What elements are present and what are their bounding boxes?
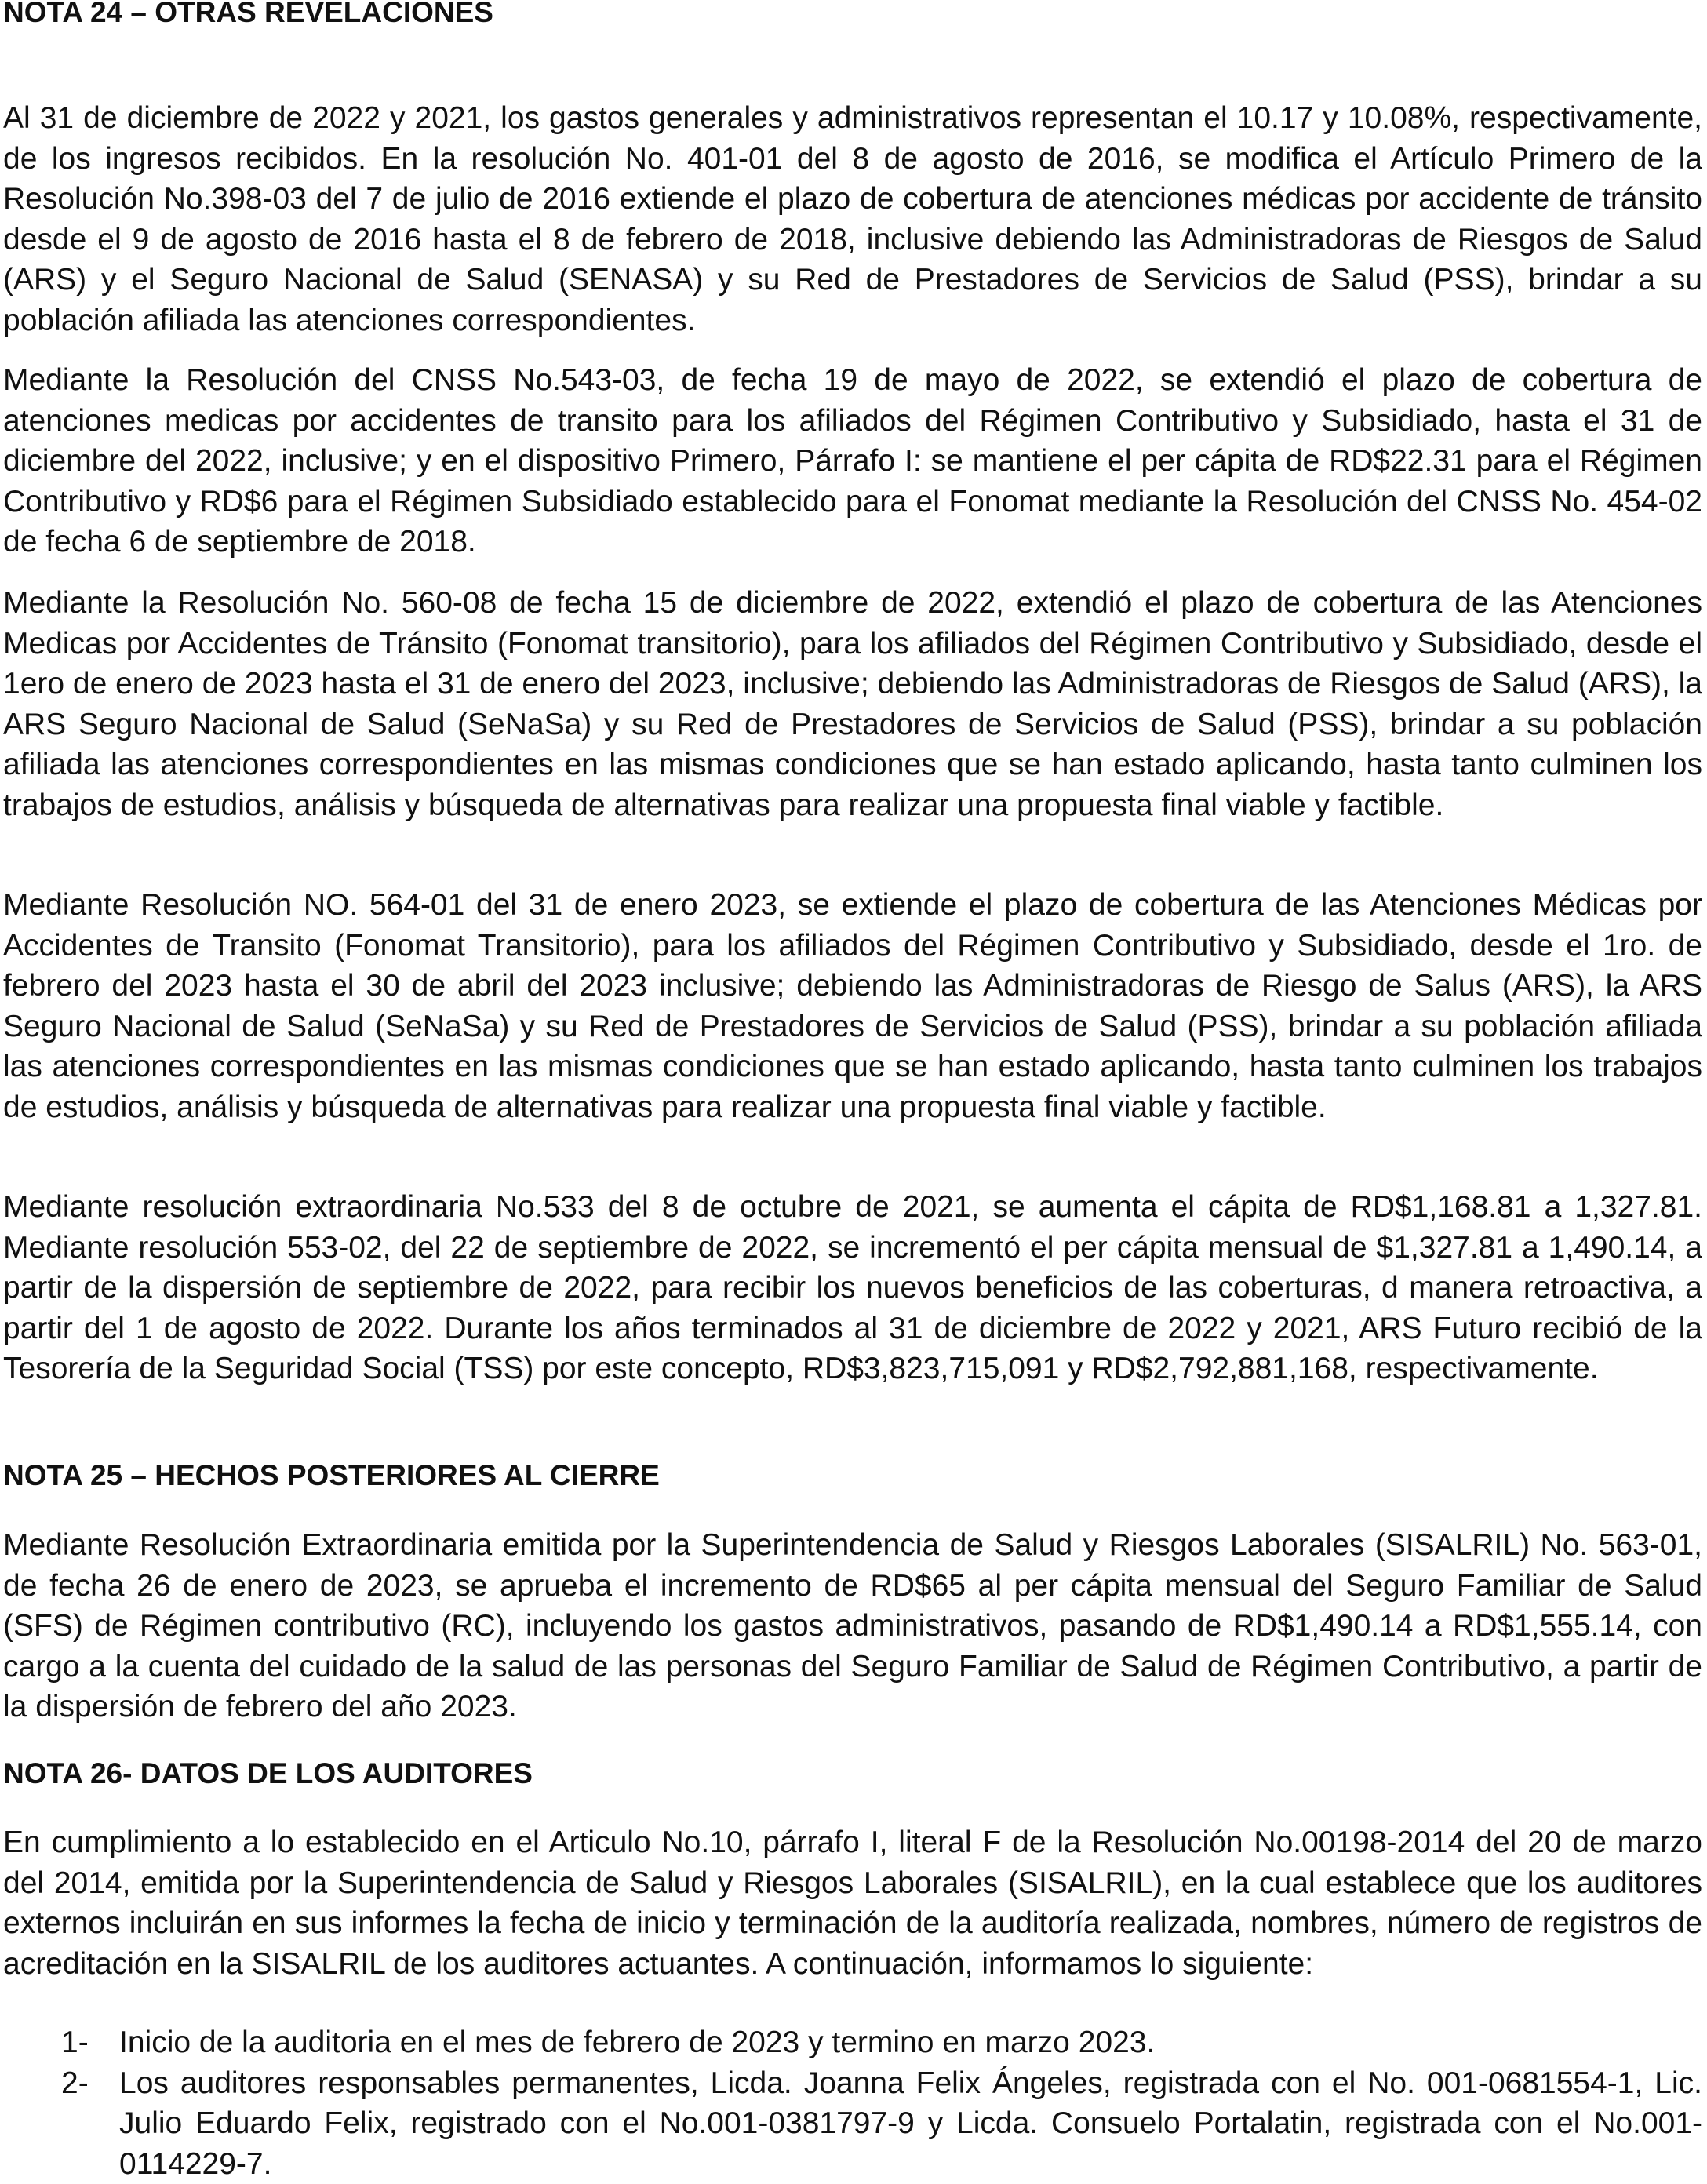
nota-25-heading: NOTA 25 – HECHOS POSTERIORES AL CIERRE [3,1458,660,1493]
list-item [3,2063,1702,2184]
list-item-number: 1- [61,2022,89,2063]
list-item-number: 2- [61,2063,89,2104]
nota-24-heading: NOTA 24 – OTRAS REVELACIONES [3,0,493,30]
list-item-text: Inicio de la auditoria en el mes de febrero de 2023 y termino en marzo 2023. [119,2026,1155,2059]
nota-25-paragraph-1: Mediante Resolución Extraordinaria emitida por la Superintendencia de Salud y Riesgos Laborales (SISALRIL) No. 563-01, de fecha 26 de enero de 2023, se aprueba el incremento de RD$65 al per cápita mensual del Seguro Familiar de Salud (SFS) de Régimen contributivo (RC), incluyendo los gastos administrativos, pasando de RD$1,490.14 a RD$1,555.14, con cargo a la cuenta del cuidado de la salud de las personas del Seguro Familiar de Salud de Régimen Contributivo, a partir de la dispersión de febrero del año 2023. [3,1525,1702,1727]
nota-26-paragraph-1: En cumplimiento a lo establecido en el Articulo No.10, párrafo I, literal F de la Resolución No.00198-2014 del 20 de marzo del 2014, emitida por la Superintendencia de Salud y Riesgos Laborales (SISALRIL), en la cual establece que los auditores externos incluirán en sus informes la fecha de inicio y terminación de la auditoría realizada, nombres, número de registros de acreditación en la SISALRIL de los auditores actuantes. A continuación, informamos lo siguiente: [3,1822,1702,1984]
nota-24-paragraph-2: Mediante la Resolución del CNSS No.543-03, de fecha 19 de mayo de 2022, se extendió el plazo de cobertura de atenciones medicas por accidentes de transito para los afiliados del Régimen Contributivo y Subsidiado, hasta el 31 de diciembre del 2022, inclusive; y en el dispositivo Primero, Párrafo I: se mantiene el per cápita de RD$22.31 para el Régimen Contributivo y RD$6 para el Régimen Subsidiado establecido para el Fonomat mediante la Resolución del CNSS No. 454-02 de fecha 6 de septiembre de 2018. [3,360,1702,562]
nota-24-paragraph-3: Mediante la Resolución No. 560-08 de fecha 15 de diciembre de 2022, extendió el plazo de cobertura de las Atenciones Medicas por Accidentes de Tránsito (Fonomat transitorio), para los afiliados del Régimen Contributivo y Subsidiado, desde el 1ero de enero de 2023 hasta el 31 de enero del 2023, inclusive; debiendo las Administradoras de Riesgos de Salud (ARS), la ARS Seguro Nacional de Salud (SeNaSa) y su Red de Prestadores de Servicios de Salud (PSS), brindar a su población afiliada las atenciones correspondientes en las mismas condiciones que se han estado aplicando, hasta tanto culminen los trabajos de estudios, análisis y búsqueda de alternativas para realizar una propuesta final viable y factible. [3,583,1702,825]
nota-24-paragraph-1: Al 31 de diciembre de 2022 y 2021, los gastos generales y administrativos representan el 10.17 y 10.08%, respectivamente, de los ingresos recibidos. En la resolución No. 401-01 del 8 de agosto de 2016, se modifica el Artículo Primero de la Resolución No.398-03 del 7 de julio de 2016 extiende el plazo de cobertura de atenciones médicas por accidente de tránsito desde el 9 de agosto de 2016 hasta el 8 de febrero de 2018, inclusive debiendo las Administradoras de Riesgos de Salud (ARS) y el Seguro Nacional de Salud (SENASA) y su Red de Prestadores de Servicios de Salud (PSS), brindar a su población afiliada las atenciones correspondientes. [3,98,1702,340]
nota-26-heading: NOTA 26- DATOS DE LOS AUDITORES [3,1756,533,1791]
nota-24-paragraph-4: Mediante Resolución NO. 564-01 del 31 de enero 2023, se extiende el plazo de cobertura de las Atenciones Médicas por Accidentes de Transito (Fonomat Transitorio), para los afiliados del Régimen Contributivo y Subsidiado, desde el 1ro. de febrero del 2023 hasta el 30 de abril del 2023 inclusive; debiendo las Administradoras de Riesgo de Salus (ARS), la ARS Seguro Nacional de Salud (SeNaSa) y su Red de Prestadores de Servicios de Salud (PSS), brindar a su población afiliada las atenciones correspondientes en las mismas condiciones que se han estado aplicando, hasta tanto culminen los trabajos de estudios, análisis y búsqueda de alternativas para realizar una propuesta final viable y factible. [3,885,1702,1127]
auditors-list [3,2022,1702,2184]
list-item-text: Los auditores responsables permanentes, Licda. Joanna Felix Ángeles, registrada con el No. 001-0681554-1, Lic. Julio Eduardo Felix, registrado con el No.001-0381797-9 y Licda. Consuelo Portalatin, registrada con el No.001-0114229-7. [119,2066,1702,2181]
nota-24-paragraph-5: Mediante resolución extraordinaria No.533 del 8 de octubre de 2021, se aumenta el cápita de RD$1,168.81 a 1,327.81. Mediante resolución 553-02, del 22 de septiembre de 2022, se incrementó el per cápita mensual de $1,327.81 a 1,490.14, a partir de la dispersión de septiembre de 2022, para recibir los nuevos beneficios de las coberturas, d manera retroactiva, a partir del 1 de agosto de 2022. Durante los años terminados al 31 de diciembre de 2022 y 2021, ARS Futuro recibió de la Tesorería de la Seguridad Social (TSS) por este concepto, RD$3,823,715,091 y RD$2,792,881,168, respectivamente. [3,1187,1702,1389]
list-item [3,2022,1702,2063]
